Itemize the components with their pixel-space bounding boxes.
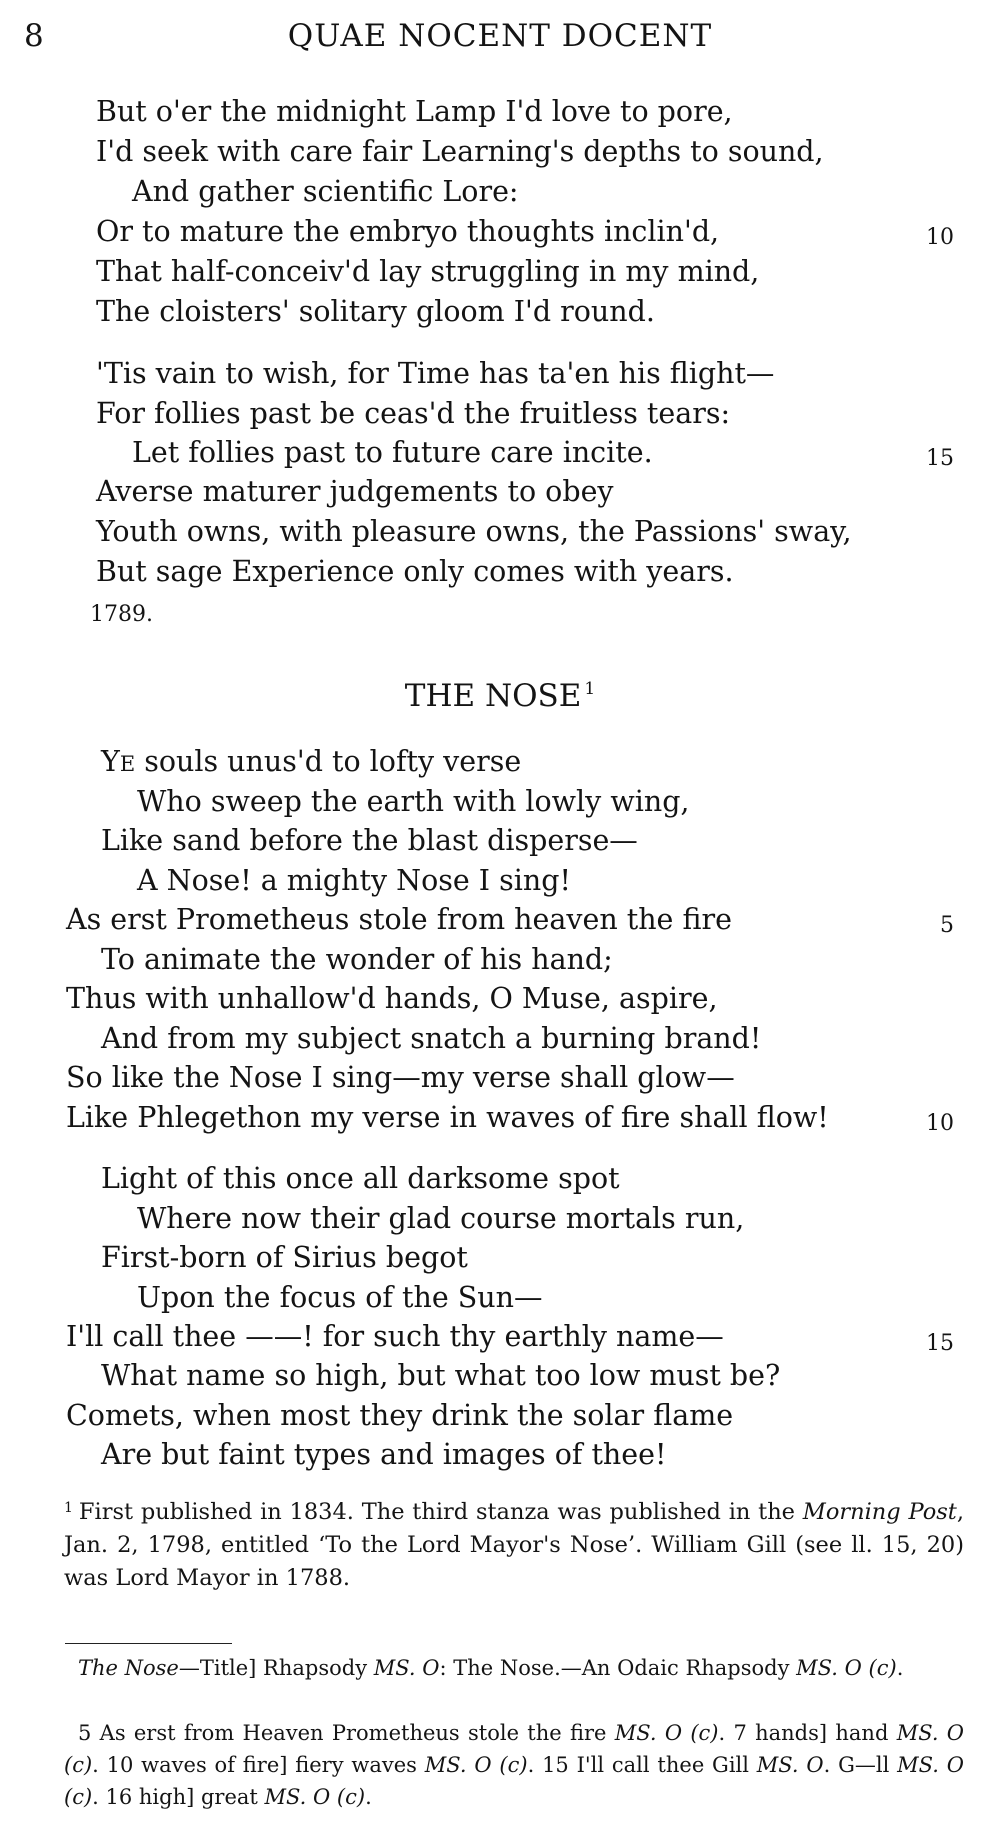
verse-line <box>101 745 522 778</box>
footnote-number: 1 <box>64 1500 73 1516</box>
verse-line: Who sweep the earth with lowly wing, <box>137 785 690 818</box>
footnote-italic: Morning Post <box>802 1499 957 1525</box>
verse-line: Like sand before the blast disperse— <box>101 824 638 857</box>
variant-italic: MS. O (c) <box>796 1656 897 1680</box>
variant-text: 5 As erst from Heaven Prometheus stole the fire <box>78 1721 615 1745</box>
small-caps-letter: E <box>119 752 136 776</box>
poem-date: 1789. <box>90 602 153 627</box>
variant-text: . <box>365 1785 372 1809</box>
verse-line: Thus with unhallow'd hands, O Muse, aspire, <box>66 982 718 1015</box>
line-number: 10 <box>926 1111 954 1136</box>
footnote-text: , Jan. 2, 1798, entitled ‘To the Lord Mayor's Nose’. William Gill (see ll. 15, 20) was Lord Mayor in 1788. <box>64 1499 964 1591</box>
verse-line: What name so high, but what too low must be? <box>101 1359 781 1392</box>
verse-line: First-born of Sirius begot <box>101 1241 468 1274</box>
line-number: 15 <box>926 446 954 471</box>
verse-line: But sage Experience only comes with years. <box>96 555 734 588</box>
variant-text: . 15 I'll call thee Gill <box>527 1753 757 1777</box>
line-number: 15 <box>926 1331 954 1356</box>
verse-line: Are but faint types and images of thee! <box>101 1438 667 1471</box>
verse-line: I'll call thee ——! for such thy earthly name— <box>66 1320 724 1353</box>
verse-line-text: souls unus'd to lofty verse <box>135 745 522 778</box>
verse-line: Averse maturer judgements to obey <box>96 475 614 508</box>
verse-line: Where now their glad course mortals run, <box>137 1202 745 1235</box>
verse-line: And from my subject snatch a burning brand! <box>101 1022 762 1055</box>
verse-line: As erst Prometheus stole from heaven the fire <box>66 903 732 936</box>
variant-text: : The Nose.—An Odaic Rhapsody <box>439 1656 797 1680</box>
variant-text: . 10 waves of fire] fiery waves <box>92 1753 425 1777</box>
verse-line: That half-conceiv'd lay struggling in my mind, <box>96 255 760 288</box>
verse-line: A Nose! a mighty Nose I sing! <box>137 864 571 897</box>
variant-italic: MS. O (c) <box>64 1753 964 1809</box>
footnote <box>64 1492 964 1595</box>
footnote-marker: 1 <box>584 679 596 699</box>
footnote-text: First published in 1834. The third stanza was published in the <box>78 1499 803 1525</box>
variant-italic: MS. O (c) <box>264 1785 366 1809</box>
verse-line: I'd seek with care fair Learning's depths to sound, <box>96 135 824 168</box>
variant-italic: MS. O (c) <box>424 1753 528 1777</box>
variant-text: . G—ll <box>823 1753 898 1777</box>
variant-note <box>64 1717 964 1813</box>
variant-italic: MS. O (c) <box>64 1721 965 1777</box>
verse-line: The cloisters' solitary gloom I'd round. <box>96 295 655 328</box>
verse-line: And gather scientific Lore: <box>132 175 519 208</box>
variant-text: —Title] Rhapsody <box>178 1656 374 1680</box>
verse-line: For follies past be ceas'd the fruitless tears: <box>96 397 731 430</box>
poem-title-text: THE NOSE <box>404 678 582 714</box>
verse-line: So like the Nose I sing—my verse shall glow— <box>66 1061 735 1094</box>
variant-text: . 7 hands] hand <box>718 1721 897 1745</box>
verse-line: Or to mature the embryo thoughts inclin'd, <box>96 215 720 248</box>
verse-line: Like Phlegethon my verse in waves of fire shall flow! <box>66 1101 829 1134</box>
line-number: 10 <box>926 225 954 250</box>
line-number: 5 <box>940 913 954 938</box>
variant-text: . 16 high] great <box>92 1785 265 1809</box>
verse-line: Youth owns, with pleasure owns, the Passions' sway, <box>96 515 852 548</box>
verse-line: Let follies past to future care incite. <box>132 436 653 469</box>
variant-italic: MS. O <box>756 1753 824 1777</box>
footnote-rule <box>65 1643 232 1644</box>
variant-italic: MS. O (c) <box>614 1721 719 1745</box>
poem-title <box>0 678 1000 714</box>
verse-line: Upon the focus of the Sun— <box>137 1281 543 1314</box>
verse-line: Light of this once all darksome spot <box>101 1162 620 1195</box>
variant-italic: MS. O <box>373 1656 440 1680</box>
initial-letter: Y <box>101 745 120 778</box>
verse-line: But o'er the midnight Lamp I'd love to pore, <box>96 95 733 128</box>
verse-line: Comets, when most they drink the solar flame <box>66 1399 734 1432</box>
verse-line: To animate the wonder of his hand; <box>101 943 613 976</box>
variant-note <box>64 1652 964 1684</box>
variant-italic: The Nose <box>78 1656 179 1680</box>
running-title: QUAE NOCENT DOCENT <box>287 18 713 54</box>
page-number: 8 <box>24 18 44 54</box>
variant-text: . <box>896 1656 904 1680</box>
verse-line: 'Tis vain to wish, for Time has ta'en his flight— <box>96 357 775 390</box>
